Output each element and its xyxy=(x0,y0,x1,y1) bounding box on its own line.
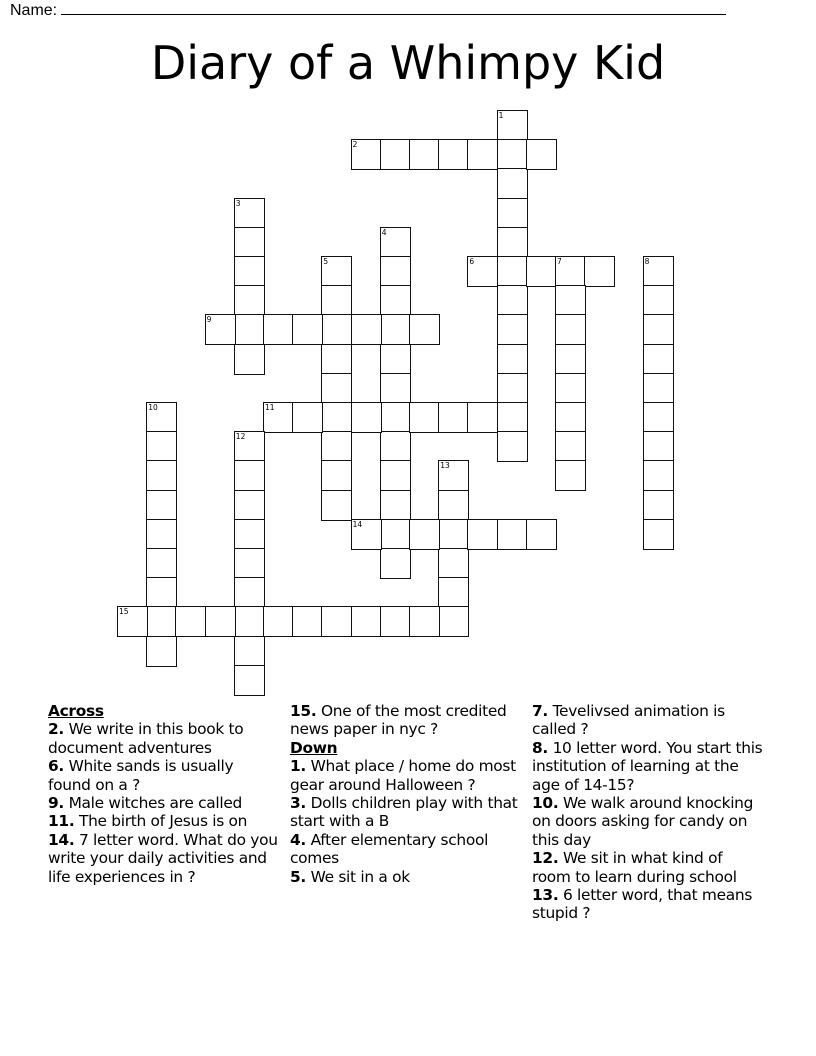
grid-cell[interactable] xyxy=(234,285,265,316)
clue-number: 6 xyxy=(469,257,475,266)
clue-number: 4 xyxy=(381,227,387,237)
clue-number: 13 xyxy=(440,461,450,471)
grid-cell[interactable] xyxy=(380,460,411,491)
clue-number: 7 xyxy=(557,257,562,266)
grid-cell[interactable] xyxy=(234,548,265,579)
grid-cell[interactable] xyxy=(380,519,411,550)
clue-number: 3 xyxy=(235,198,241,208)
clue-across-14: 14. 7 letter word. What do you write your daily activities and life experiences in ? xyxy=(48,830,278,886)
clues-column-3 xyxy=(532,702,764,923)
grid-cell[interactable] xyxy=(234,227,265,258)
grid-cell[interactable] xyxy=(555,373,586,404)
clue-number: 2 xyxy=(352,140,358,150)
clues-column-2 xyxy=(290,702,522,886)
grid-cell[interactable] xyxy=(234,519,265,550)
grid-cell[interactable] xyxy=(263,314,294,345)
grid-cell[interactable] xyxy=(555,314,586,345)
grid-cell[interactable] xyxy=(438,519,469,550)
grid-cell[interactable] xyxy=(497,402,528,433)
clue-across-9: 9. Male witches are called xyxy=(48,794,242,813)
page-title: Diary of a Whimpy Kid xyxy=(150,36,666,90)
grid-cell[interactable] xyxy=(555,256,586,287)
grid-cell[interactable] xyxy=(146,636,177,667)
clues-column-1 xyxy=(48,702,280,886)
grid-cell[interactable] xyxy=(292,402,323,433)
grid-cell[interactable] xyxy=(497,110,528,141)
grid-cell[interactable] xyxy=(497,256,528,287)
grid-cell[interactable] xyxy=(467,402,498,433)
grid-cell[interactable] xyxy=(643,256,674,287)
grid-cell[interactable] xyxy=(146,606,177,637)
grid-cell[interactable] xyxy=(643,431,674,462)
grid-cell[interactable] xyxy=(321,490,352,521)
clue-down-7: 7. Tevelivsed animation is called ? xyxy=(532,702,725,739)
grid-cell[interactable] xyxy=(234,431,265,462)
grid-cell[interactable] xyxy=(497,139,528,170)
grid-cell[interactable] xyxy=(380,344,411,375)
grid-cell[interactable] xyxy=(380,490,411,521)
grid-cell[interactable] xyxy=(497,344,528,375)
grid-cell[interactable] xyxy=(438,402,469,433)
grid-cell[interactable] xyxy=(438,577,469,608)
grid-cell[interactable] xyxy=(497,373,528,404)
grid-cell[interactable] xyxy=(643,460,674,491)
grid-cell[interactable] xyxy=(146,548,177,579)
grid-cell[interactable] xyxy=(497,314,528,345)
clue-down-4: 4. After elementary school comes xyxy=(290,830,489,868)
clue-number: 14 xyxy=(352,519,363,529)
grid-cell[interactable] xyxy=(380,548,411,579)
grid-cell[interactable] xyxy=(643,373,674,404)
grid-cell[interactable] xyxy=(643,519,674,550)
clue-down-12: 12. We sit in what kind of room to learn during school xyxy=(532,849,737,886)
clue-number: 15 xyxy=(119,607,129,617)
grid-cell[interactable] xyxy=(234,636,265,667)
grid-cell[interactable] xyxy=(497,519,528,550)
grid-cell[interactable] xyxy=(526,519,557,550)
grid-cell[interactable] xyxy=(146,460,177,491)
clue-down-3: 3. Dolls children play with that start with a B xyxy=(290,794,518,831)
grid-cell[interactable] xyxy=(643,402,674,433)
grid-cell[interactable] xyxy=(526,139,557,170)
clue-across-2: 2. We write in this book to document adventures xyxy=(48,720,244,757)
grid-cell[interactable] xyxy=(555,285,586,316)
grid-cell[interactable] xyxy=(351,139,382,170)
grid-cell[interactable] xyxy=(467,256,498,287)
clue-number: 9 xyxy=(206,315,212,325)
grid-cell[interactable] xyxy=(555,344,586,375)
clue-number: 11 xyxy=(265,403,275,412)
grid-cell[interactable] xyxy=(380,139,411,170)
grid-cell[interactable] xyxy=(321,256,352,287)
grid-cell[interactable] xyxy=(351,314,382,345)
clue-across-15: 15. One of the most credited news paper in nyc ? xyxy=(290,702,507,739)
clue-across-6: 6. White sands is usually found on a ? xyxy=(48,757,234,794)
grid-cell[interactable] xyxy=(234,606,265,637)
grid-cell[interactable] xyxy=(438,490,469,521)
grid-cell[interactable] xyxy=(555,460,586,491)
name-line[interactable] xyxy=(61,0,726,15)
grid-cell[interactable] xyxy=(380,256,411,287)
grid-cell[interactable] xyxy=(380,227,411,258)
grid-cell[interactable] xyxy=(438,548,469,579)
grid-cell[interactable] xyxy=(380,314,411,345)
grid-cell[interactable] xyxy=(146,402,177,433)
grid-cell[interactable] xyxy=(555,402,586,433)
grid-cell[interactable] xyxy=(467,139,498,170)
grid-cell[interactable] xyxy=(146,490,177,521)
grid-cell[interactable] xyxy=(409,139,440,170)
grid-cell[interactable] xyxy=(234,256,265,287)
grid-cell[interactable] xyxy=(643,344,674,375)
grid-cell[interactable] xyxy=(409,314,440,345)
grid-cell[interactable] xyxy=(380,431,411,462)
name-field[interactable] xyxy=(10,0,726,20)
grid-cell[interactable] xyxy=(380,373,411,404)
grid-cell[interactable] xyxy=(497,431,528,462)
grid-cell[interactable] xyxy=(643,314,674,345)
clue-down-8: 8. 10 letter word. You start this institution of learning at the age of 14-15? xyxy=(532,738,763,794)
grid-cell[interactable] xyxy=(292,314,323,345)
clue-down-13: 13. 6 letter word, that means stupid ? xyxy=(532,886,753,923)
grid-cell[interactable] xyxy=(234,344,265,375)
clue-down-10: 10. We walk around knocking on doors asking for candy on this day xyxy=(532,794,754,849)
grid-cell[interactable] xyxy=(321,314,352,345)
grid-cell[interactable] xyxy=(438,460,469,491)
grid-cell[interactable] xyxy=(497,227,528,258)
grid-cell[interactable] xyxy=(321,285,352,316)
grid-cell[interactable] xyxy=(234,665,265,696)
grid-cell[interactable] xyxy=(321,431,352,462)
grid-cell[interactable] xyxy=(234,577,265,608)
grid-cell[interactable] xyxy=(438,606,469,637)
grid-cell[interactable] xyxy=(380,285,411,316)
grid-cell[interactable] xyxy=(321,460,352,491)
grid-cell[interactable] xyxy=(263,606,294,637)
grid-cell[interactable] xyxy=(175,606,206,637)
grid-cell[interactable] xyxy=(117,606,148,637)
clue-down-1: 1. What place / home do most gear around Halloween ? xyxy=(290,757,516,794)
grid-cell[interactable] xyxy=(643,490,674,521)
down-heading: Down xyxy=(290,738,338,757)
grid-cell[interactable] xyxy=(205,606,236,637)
across-heading: Across xyxy=(48,702,104,720)
grid-cell[interactable] xyxy=(497,168,528,199)
grid-cell[interactable] xyxy=(643,285,674,316)
grid-cell[interactable] xyxy=(234,460,265,491)
grid-cell[interactable] xyxy=(205,314,236,345)
grid-cell[interactable] xyxy=(263,402,294,433)
grid-cell[interactable] xyxy=(526,256,557,287)
grid-cell[interactable] xyxy=(351,606,382,637)
grid-cell[interactable] xyxy=(555,431,586,462)
clue-across-11: 11. The birth of Jesus is on xyxy=(48,812,248,831)
grid-cell[interactable] xyxy=(321,344,352,375)
clue-number: 12 xyxy=(235,432,246,442)
grid-cell[interactable] xyxy=(584,256,615,287)
grid-cell[interactable] xyxy=(146,431,177,462)
grid-cell[interactable] xyxy=(467,519,498,550)
clue-number: 10 xyxy=(148,403,158,412)
clue-number: 8 xyxy=(644,257,650,266)
grid-cell[interactable] xyxy=(409,519,440,550)
grid-cell[interactable] xyxy=(351,519,382,550)
name-label: Name: xyxy=(10,2,58,19)
grid-cell[interactable] xyxy=(321,606,352,637)
grid-cell[interactable] xyxy=(234,198,265,229)
grid-cell[interactable] xyxy=(292,606,323,637)
clue-number: 1 xyxy=(498,111,504,120)
grid-cell[interactable] xyxy=(409,402,440,433)
grid-cell[interactable] xyxy=(146,577,177,608)
grid-cell[interactable] xyxy=(380,606,411,637)
grid-cell[interactable] xyxy=(234,314,265,345)
grid-cell[interactable] xyxy=(234,490,265,521)
grid-cell[interactable] xyxy=(321,402,352,433)
grid-cell[interactable] xyxy=(409,606,440,637)
clue-down-5: 5. We sit in a ok xyxy=(290,867,410,886)
clue-number: 5 xyxy=(323,257,329,266)
grid-cell[interactable] xyxy=(351,402,382,433)
grid-cell[interactable] xyxy=(438,139,469,170)
grid-cell[interactable] xyxy=(146,519,177,550)
grid-cell[interactable] xyxy=(380,402,411,433)
grid-cell[interactable] xyxy=(321,373,352,404)
grid-cell[interactable] xyxy=(497,198,528,229)
grid-cell[interactable] xyxy=(497,285,528,316)
